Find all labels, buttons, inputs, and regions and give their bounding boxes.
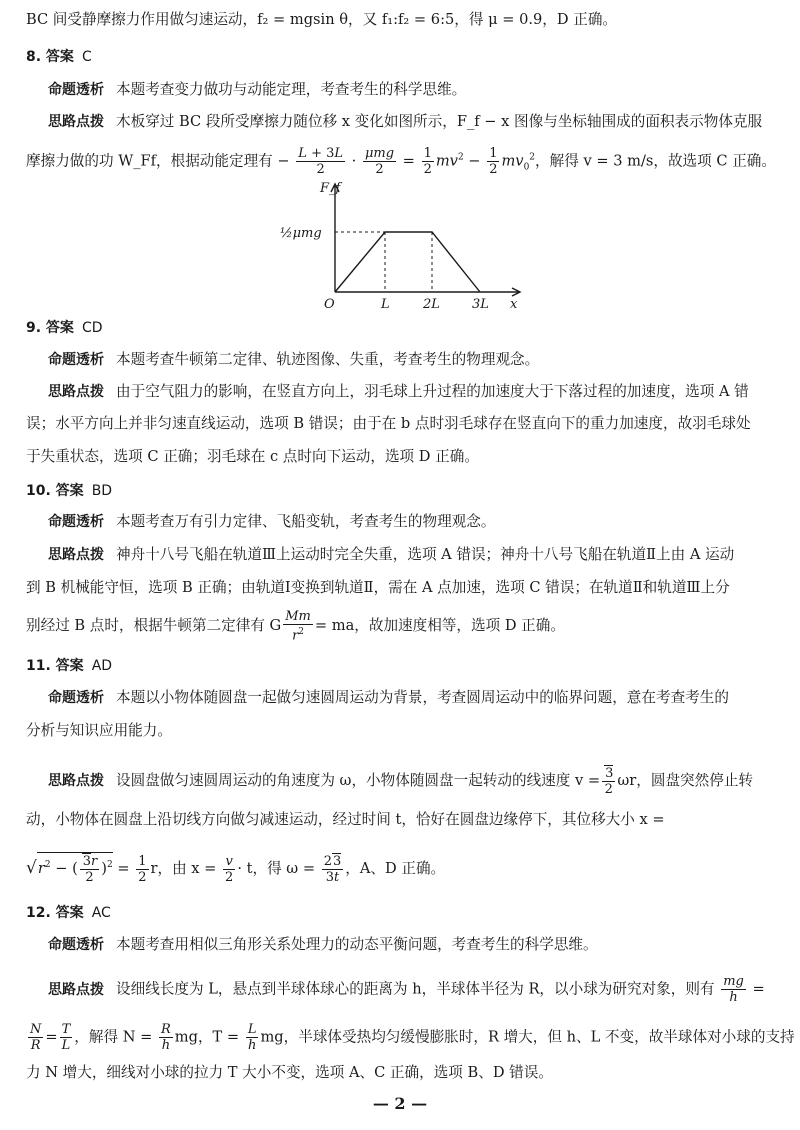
q9-number: 9. 答案	[26, 320, 74, 336]
q9-answer: CD	[81, 320, 103, 336]
q11-analysis-line1	[48, 688, 729, 708]
q10-answer-header	[26, 481, 112, 501]
q11-solution-text1a: 设圆盘做匀速圆周运动的角速度为 ω，小物体随圆盘一起转动的线速度 v =	[116, 772, 601, 789]
q8-solution-label: 思路点拨	[48, 114, 104, 130]
q10-analysis-text: 本题考查万有引力定律、飞船变轨，考查考生的物理观念。	[116, 513, 496, 530]
q8-answer: C	[81, 49, 92, 65]
q12-solution-label: 思路点拨	[48, 981, 104, 998]
q12-fraction-N-R: $\frac{N}{R}$	[30, 1022, 42, 1053]
q8-fraction-force: $\frac{\text{μmg}}{2}$	[364, 146, 395, 177]
q12-fraction-L-h: $\frac{L}{h}$	[247, 1022, 257, 1053]
q12-number: 12. 答案	[26, 905, 84, 921]
q10-analysis	[48, 512, 495, 532]
q8-solution-text1: 木板穿过 BC 段所受摩擦力随位移 x 变化如图所示，F_f − x 图像与坐标轴围成的面积表示物体克服	[116, 113, 763, 130]
q10-solution-text1: 神舟十八号飞船在轨道Ⅲ上运动时完全失重，选项 A 错误；神舟十八号飞船在轨道Ⅱ上由 A 运动	[116, 546, 735, 563]
q10-solution-line2: 到 B 机械能守恒，选项 B 正确；由轨道Ⅰ变换到轨道Ⅱ，需在 A 点加速，选项 C 错误；在轨道Ⅱ和轨道Ⅲ上分	[26, 579, 730, 596]
q10-solution-line3	[26, 609, 565, 643]
friction-curve	[335, 232, 480, 292]
q9-analysis-text: 本题考查牛顿第二定律、轨迹图像、失重，考查考生的物理观念。	[116, 351, 540, 368]
q12-solution-line3: 力 N 增大，细线对小球的拉力 T 大小不变，选项 A、C 正确，选项 B、D 错误。	[26, 1064, 553, 1081]
q12-analysis	[48, 935, 598, 955]
q10-solution-text3a: 别经过 B 点时，根据牛顿第二定律有 G	[26, 617, 282, 635]
q11-solution-text3b: · t，得 ω =	[237, 860, 316, 877]
q11-answer-header	[26, 656, 112, 676]
q10-solution-label: 思路点拨	[48, 547, 104, 563]
q9-solution-line3: 于失重状态，选项 C 正确；羽毛球在 c 点时向下运动，选项 D 正确。	[26, 448, 479, 465]
q8-answer-header	[26, 47, 92, 67]
q12-solution-line2: $\frac{N}{R}$ = $\frac{T}{L}$ ，解得 N = $\frac{R}{h}$ mg，T = $\frac{L}{h}$ mg，半球体受热均匀缓慢膨胀时，R 增大，但 h、L 不变，故半球体对小球的支持	[30, 1022, 795, 1053]
q9-answer-header	[26, 318, 103, 338]
q10-solution-line1	[48, 545, 734, 565]
q11-solution-line1	[48, 765, 753, 797]
graph-tick-L: L	[381, 297, 390, 312]
q11-fraction-velocity: $\frac{3}{2}$	[602, 765, 615, 797]
q10-fraction-gravity: $\frac{Mm}{r^2}$	[285, 609, 311, 644]
graph-tick-3L: 3L	[472, 297, 489, 312]
q8-solution-line2: 摩擦力做的功 W_Ff，根据动能定理有 − $\frac{L + 3L}{2}$ · $\frac{\text{μmg}}{2}$ = $\frac{1}{2}$ $mv^2$ − $\frac{1}{2}$ $mv_0^2$，解得 v = 3 m/s，故选项 C 正确。	[26, 146, 776, 177]
friction-displacement-graph	[280, 180, 530, 315]
q11-analysis-label: 命题透析	[48, 690, 104, 706]
q8-number: 8. 答案	[26, 49, 74, 65]
q10-solution-text3b: = ma，故加速度相等，选项 D 正确。	[314, 617, 565, 635]
q8-solution-line1	[48, 112, 762, 132]
q11-solution-text3a: r，由 x =	[150, 860, 217, 877]
graph-tick-2L: 2L	[423, 297, 440, 312]
graph-origin: O	[324, 297, 335, 312]
q8-solution-text2b: ，解得 v = 3 m/s，故选项 C 正确。	[535, 152, 776, 170]
graph-yvalue: ½μmg	[280, 226, 322, 241]
graph-xlabel: x	[510, 297, 518, 312]
q11-analysis-line2: 分析与知识应用能力。	[26, 722, 172, 739]
q8-analysis-label: 命题透析	[48, 82, 104, 98]
graph-ylabel: F_f	[320, 181, 341, 196]
page-number: — 2 —	[372, 1094, 428, 1113]
q9-solution-line2: 误；水平方向上并非匀速直线运动，选项 B 错误；由于在 b 点时羽毛球存在竖直向下的重力加速度，故羽毛球处	[26, 415, 751, 432]
q12-fraction-mg-h: $\frac{mg}{h}$	[723, 974, 744, 1005]
q8-fraction-half1: $\frac{1}{2}$	[423, 146, 432, 177]
q11-solution-text1b: ωr，圆盘突然停止转	[617, 772, 754, 789]
q9-solution-text1: 由于空气阻力的影响，在竖直方向上，羽毛球上升过程的加速度大于下落过程的加速度，选项 A 错	[116, 383, 749, 400]
q12-fraction-R-h: $\frac{R}{h}$	[160, 1022, 171, 1053]
q10-answer: BD	[91, 483, 113, 499]
q11-fraction-v-half: $\frac{v}{2}$	[225, 853, 234, 885]
q12-solution-text2b: mg，T =	[174, 1028, 240, 1046]
q8-analysis-text: 本题考查变力做功与动能定理，考查考生的科学思维。	[116, 81, 467, 98]
q12-analysis-label: 命题透析	[48, 937, 104, 953]
q9-analysis-label: 命题透析	[48, 352, 104, 368]
q11-number: 11. 答案	[26, 658, 84, 674]
q11-solution-label: 思路点拨	[48, 773, 104, 789]
q11-answer: AD	[91, 658, 113, 674]
q9-solution-label: 思路点拨	[48, 384, 104, 400]
q12-solution-line1: 思路点拨 设细线长度为 L，悬点到半球体球心的距离为 h，半球体半径为 R，以小球为研究对象，则有 $\frac{mg}{h}$ =	[48, 974, 765, 1005]
q9-solution-line1	[48, 382, 749, 402]
q11-solution-text3c: ，A、D 正确。	[345, 860, 446, 877]
top-line: BC 间受静摩擦力作用做匀速运动，f₂ = mgsin θ，又 f₁:f₂ = 6:5，得 μ = 0.9，D 正确。	[26, 11, 618, 28]
q11-solution-line3: $√r^2$ − ( $\frac{3r}{2}$ )$^2$ = $\frac{1}{2}$ r，由 x = $\frac{v}{2}$ · t，得 ω = $\frac{23}{3t}$ ，A、D 正确。	[26, 853, 446, 885]
q12-answer-header	[26, 903, 111, 923]
q12-answer: AC	[91, 905, 111, 921]
q8-fraction-length: $\frac{L + 3L}{2}$	[298, 146, 344, 177]
q12-fraction-T-L: $\frac{T}{L}$	[61, 1022, 71, 1053]
q12-analysis-text: 本题考查用相似三角形关系处理力的动态平衡问题，考查考生的科学思维。	[116, 936, 598, 953]
q12-solution-text2c: mg，半球体受热均匀缓慢膨胀时，R 增大，但 h、L 不变，故半球体对小球的支持	[260, 1028, 795, 1046]
q10-number: 10. 答案	[26, 483, 84, 499]
q8-analysis	[48, 80, 466, 100]
q11-fraction-half: $\frac{1}{2}$	[138, 853, 147, 885]
q12-solution-text2a: ，解得 N =	[74, 1028, 153, 1046]
q11-solution-line2: 动，小物体在圆盘上沿切线方向做匀减速运动，经过时间 t，恰好在圆盘边缘停下，其位移大小 x =	[26, 811, 665, 828]
q8-fraction-half2: $\frac{1}{2}$	[489, 146, 498, 177]
q11-fraction-omega: $\frac{23}{3t}$	[323, 854, 342, 885]
q11-analysis-text1: 本题以小物体随圆盘一起做匀速圆周运动为背景，考查圆周运动中的临界问题，意在考查考生的	[116, 689, 729, 706]
q8-solution-text2a: 摩擦力做的功 W_Ff，根据动能定理有 −	[26, 152, 290, 170]
q9-analysis	[48, 350, 539, 370]
q10-analysis-label: 命题透析	[48, 514, 104, 530]
q12-solution-text1: 设细线长度为 L，悬点到半球体球心的距离为 h，半球体半径为 R，以小球为研究对象，则有	[116, 980, 715, 998]
